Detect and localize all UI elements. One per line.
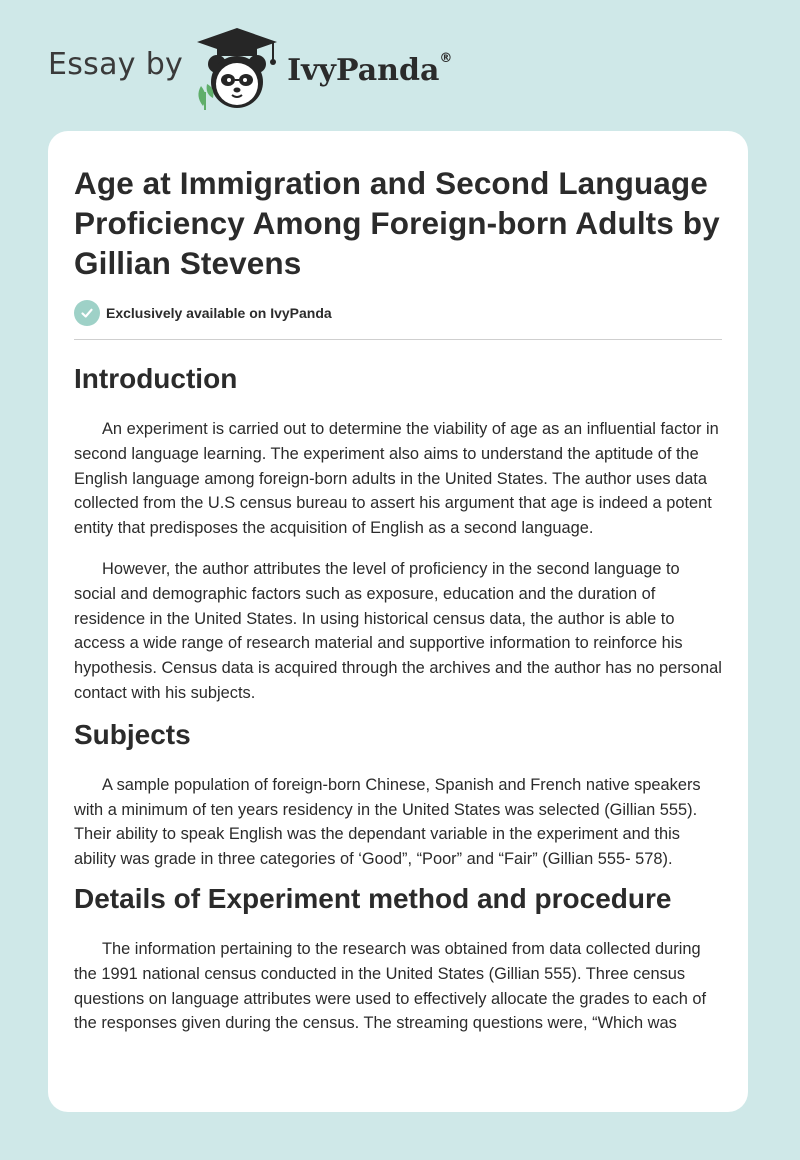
paragraph: The information pertaining to the research was obtained from data collected during the 1991 national census conducted in the United States (Gillian 555). Three census questions on language attributes were used to effectively allocate the grades to each of the responses given during the census. The streaming questions were, “Which was xyxy=(74,939,707,1033)
title-divider xyxy=(74,339,722,340)
paragraph: An experiment is carried out to determine the viability of age as an influential factor in second language learning. The experiment also aims to understand the aptitude of the English language among foreign-born adults in the United States. The author uses data collected from the U.S census bureau to assert his argument that age is indeed a potent entity that predisposes the acquisition of English as a second language. xyxy=(74,420,719,538)
exclusive-label: Exclusively available on IvyPanda xyxy=(106,305,332,321)
paragraph: A sample population of foreign-born Chinese, Spanish and French native speakers with a minimum of ten years residency in the United States was selected (Gillian 555). Their ability to speak English was the dependant variable in the experiment and this ability was grade in three categories of ‘Good”, “Poor” and “Fair” (Gillian 555- 578). xyxy=(74,775,701,869)
panda-graduate-logo-icon[interactable] xyxy=(193,26,281,112)
page-title: Age at Immigration and Second Language Proficiency Among Foreign-born Adults by Gillian Stevens xyxy=(74,165,720,281)
exclusive-badge xyxy=(74,300,722,326)
essay-card xyxy=(48,131,748,1112)
brand-name[interactable]: IvyPanda® xyxy=(287,50,453,88)
check-circle-icon xyxy=(74,300,100,326)
paragraph: However, the author attributes the level of proficiency in the second language to social and demographic factors such as exposure, education and the duration of residence in the United States. In using historical census data, the author is able to access a wide range of research material and supportive information to reinforce his hypothesis. Census data is acquired through the archives and the author has no personal contact with his subjects. xyxy=(74,559,722,702)
section-heading-details: Details of Experiment method and procedure xyxy=(74,882,672,914)
site-header xyxy=(48,26,452,112)
section-heading-subjects: Subjects xyxy=(74,718,191,750)
essay-by-label: Essay by xyxy=(48,46,184,82)
section-heading-introduction: Introduction xyxy=(74,363,238,394)
